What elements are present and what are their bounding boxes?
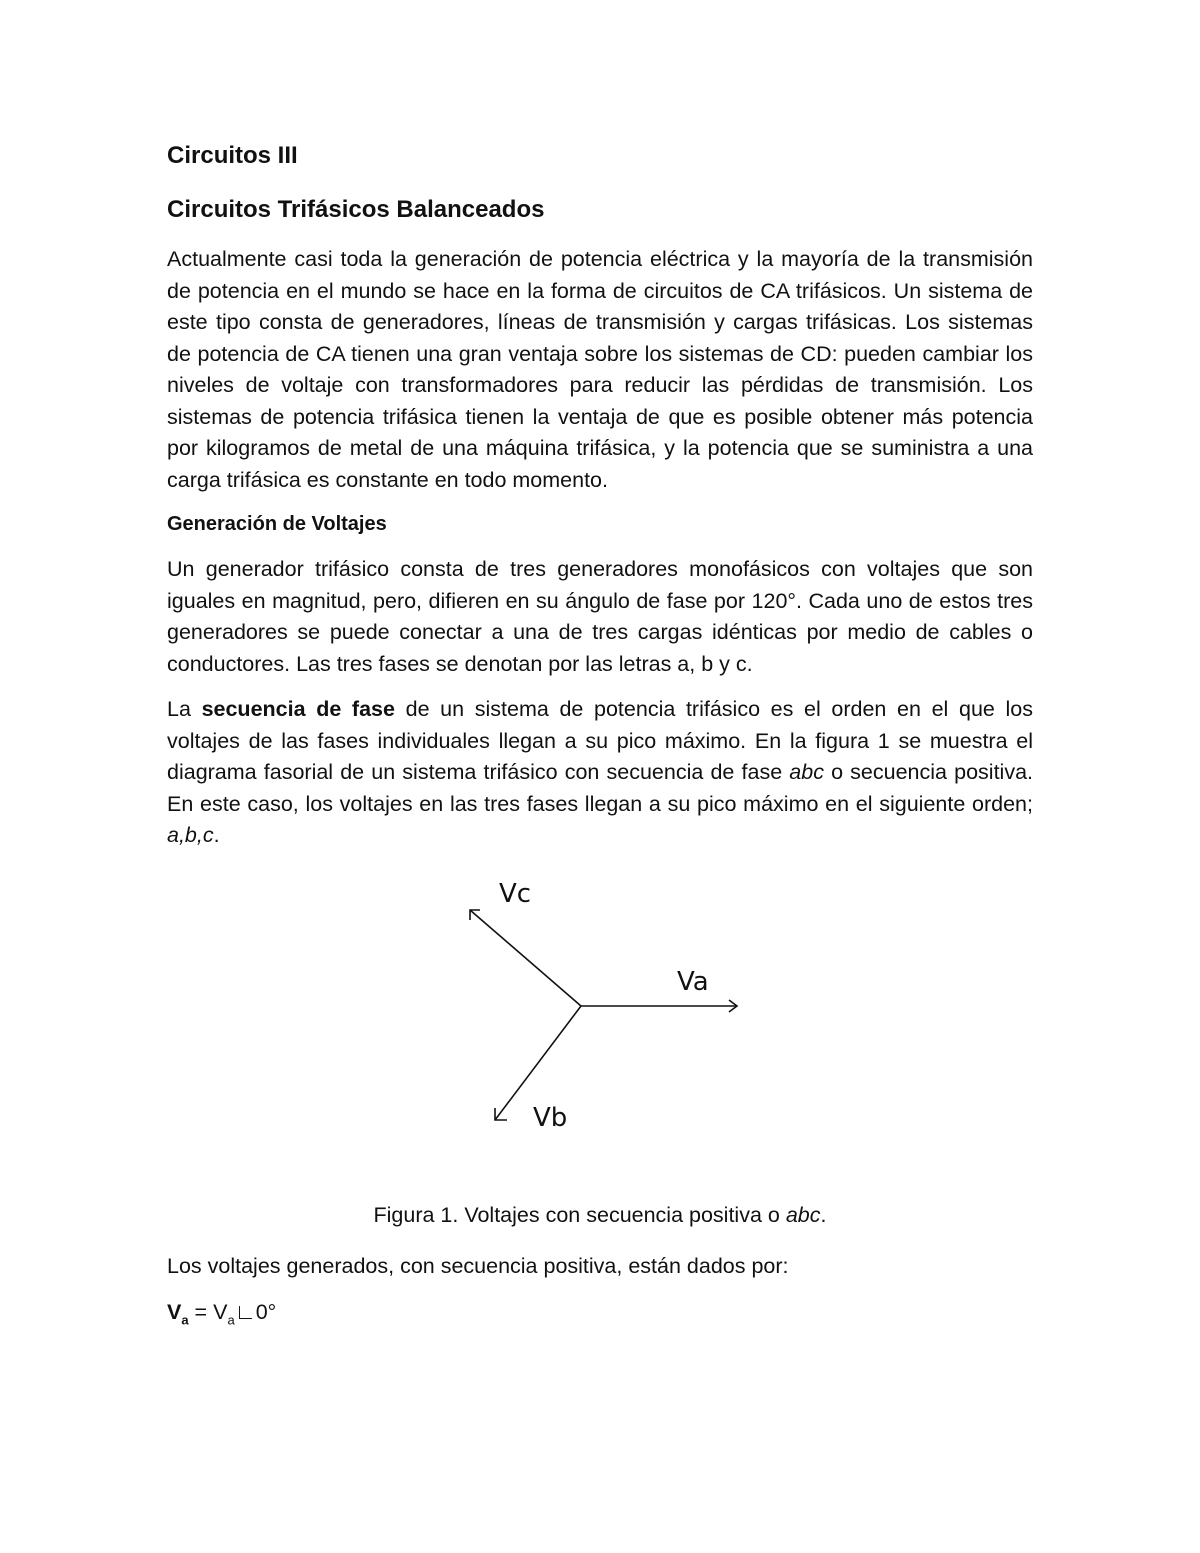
seq-part1: de un sistema de potencia trifásico es el orden en el que los voltajes de las fases individuales llegan a su pico máximo. En la figura 1 se muestra el diagrama fasorial de un sistema trifásico con secuencia de fase <box>167 697 1033 784</box>
seq-abc: abc <box>789 760 824 784</box>
seq-end: . <box>213 823 220 847</box>
document-title: Circuitos III <box>167 142 298 169</box>
vc-label: Vc <box>499 878 532 909</box>
seq-order: a,b,c <box>167 823 214 847</box>
equation-va <box>167 1297 1033 1336</box>
seq-term: secuencia de fase <box>201 697 395 721</box>
caption-end: . <box>820 1202 827 1227</box>
eq-rhs: V <box>213 1299 228 1324</box>
seq-part2: o secuencia positiva. En este caso, los voltajes en las tres fases llegan a su pico máximo en el siguiente orden; <box>167 760 1033 816</box>
seq-lead: La <box>167 697 202 721</box>
vc-phasor <box>470 910 581 1006</box>
vb-label: Vb <box>533 1102 568 1132</box>
eq-rhs-sub: a <box>227 1311 235 1327</box>
intro-paragraph: Actualmente casi toda la generación de potencia eléctrica y la mayoría de la transmisión de potencia en el mundo se hace en la forma de circuitos de CA trifásicos. Un sistema de este tipo consta de generadores, líneas de transmisión y cargas trifásicas. Los sistemas de potencia de CA tienen una gran ventaja sobre los sistemas de CD: pueden cambiar los niveles de voltaje con transformadores para reducir las pérdidas de transmisión. Los sistemas de potencia trifásica tienen la ventaja de que es posible obtener más potencia por kilogramos de metal de una máquina trifásica, y la potencia que se suministra a una carga trifásica es constante en todo momento. <box>167 247 1033 492</box>
eq-equals: = <box>188 1299 214 1324</box>
generation-paragraph: Un generador trifásico consta de tres generadores monofásicos con voltajes que son iguales en magnitud, pero, difieren en su ángulo de fase por 120°. Cada uno de estos tres generadores se puede conectar a una de tres cargas idénticas por medio de cables o conductores. Las tres fases se denotan por las letras a, b y c. <box>167 557 1033 676</box>
sequence-paragraph <box>167 694 1033 852</box>
section-heading: Generación de Voltajes <box>167 513 387 535</box>
eq-lhs-sub: a <box>181 1311 189 1327</box>
phasor-svg <box>447 872 747 1132</box>
voltages-intro: Los voltajes generados, con secuencia positiva, están dados por: <box>167 1254 789 1278</box>
caption-abc: abc <box>785 1202 821 1227</box>
phasor-diagram <box>167 872 1033 1192</box>
document-subtitle: Circuitos Trifásicos Balanceados <box>167 196 545 223</box>
figure-caption <box>167 1200 1033 1232</box>
eq-lhs: V <box>167 1299 182 1324</box>
document-content <box>167 140 1033 1335</box>
va-label: Va <box>677 966 709 997</box>
eq-angle: ∟0° <box>234 1299 277 1324</box>
caption-prefix: Figura 1. Voltajes con secuencia positiva o <box>373 1202 786 1227</box>
